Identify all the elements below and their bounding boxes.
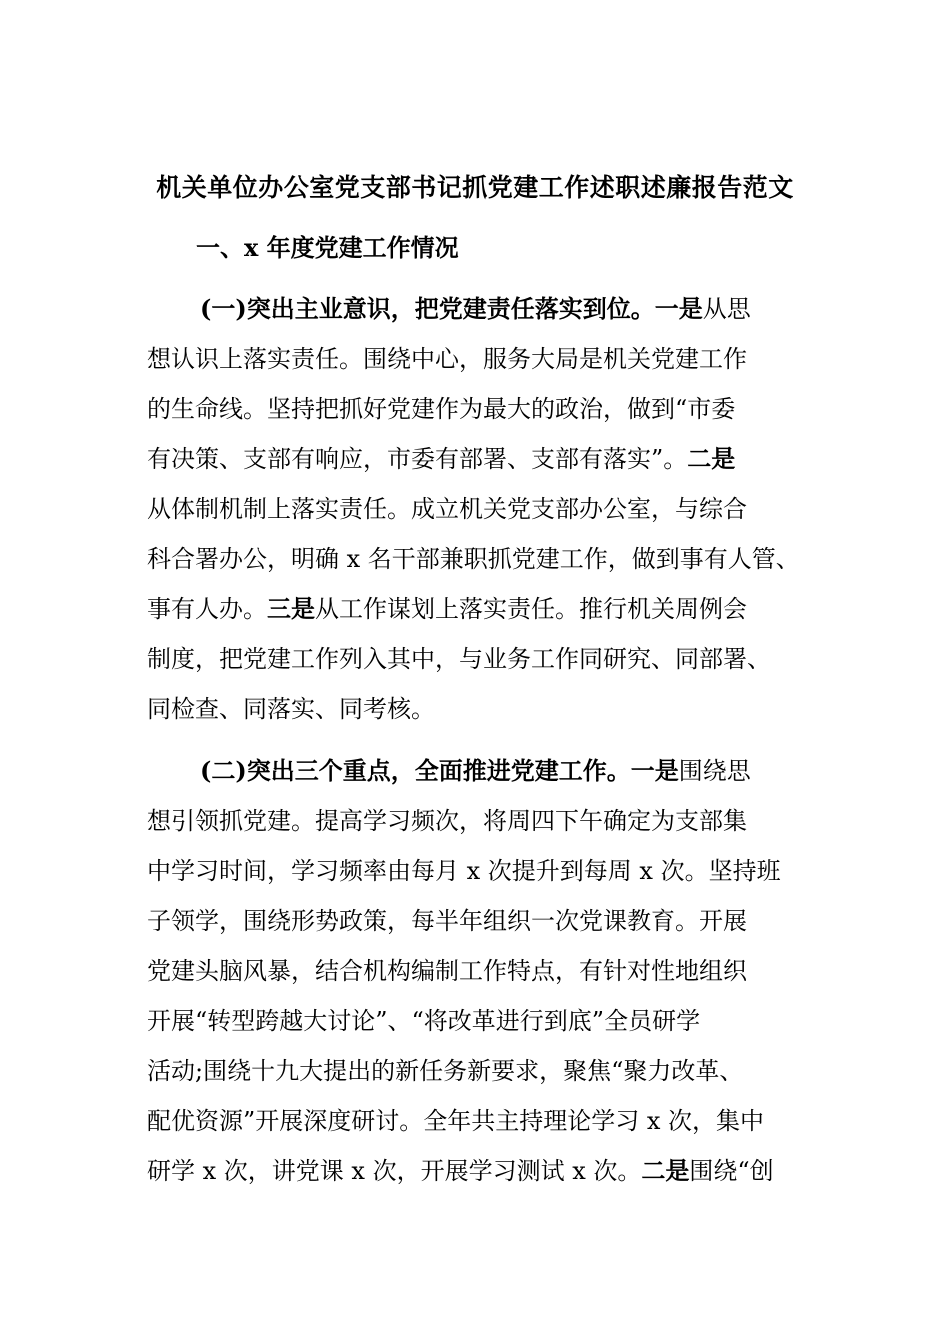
text-run: 有决策、支部有响应，市委有部署、支部有落实”。	[147, 445, 688, 473]
bold-text: 一是	[630, 756, 679, 785]
text-line	[147, 996, 827, 1046]
text-line	[147, 1096, 827, 1146]
text-line	[147, 284, 827, 334]
text-line	[147, 334, 827, 384]
bold-text: 三是	[267, 594, 315, 623]
text-run: 研学 x 次，讲党课 x 次，开展学习测试 x 次。	[147, 1157, 642, 1185]
text-run: 中学习时间，学习频率由每月 x 次提升到每周 x 次。坚持班	[147, 857, 781, 885]
text-line	[147, 946, 827, 996]
text-run: 想认识上落实责任。围绕中心，服务大局是机关党建工作	[147, 345, 747, 373]
document-title: 机关单位办公室党支部书记抓党建工作述职述廉报告范文	[156, 173, 794, 202]
text-run: 围绕“创	[689, 1157, 774, 1185]
bold-text: 二是	[687, 444, 736, 473]
paragraph-2	[147, 746, 827, 1196]
text-run: 同检查、同落实、同考核。	[147, 695, 435, 723]
text-run: 的生命线。坚持把抓好党建作为最大的政治，做到“市委	[147, 395, 736, 423]
text-run: 开展“转型跨越大讨论”、“将改革进行到底”全员研学	[147, 1007, 701, 1035]
bold-text: (一)突出主业意识，把党建责任落实到位。	[200, 294, 655, 323]
text-line	[147, 796, 827, 846]
text-line	[147, 584, 827, 634]
text-run: 想引领抓党建。提高学习频次，将周四下午确定为支部集	[147, 807, 747, 835]
bold-text: 一是	[654, 294, 703, 323]
text-line	[147, 1146, 827, 1196]
text-run: 从思	[702, 295, 751, 323]
text-run: 从体制机制上落实责任。成立机关党支部办公室，与综合	[147, 495, 747, 523]
text-run: 从工作谋划上落实责任。推行机关周例会	[315, 595, 747, 623]
text-line	[147, 684, 827, 734]
text-line	[147, 384, 827, 434]
text-line	[147, 896, 827, 946]
text-line	[147, 634, 827, 684]
text-line	[147, 484, 827, 534]
text-run: 制度，把党建工作列入其中，与业务工作同研究、同部署、	[147, 645, 771, 673]
text-run: 科合署办公，明确 x 名干部兼职抓党建工作，做到事有人管、	[147, 545, 800, 573]
text-line	[147, 1046, 827, 1096]
text-run: 配优资源”开展深度研讨。全年共主持理论学习 x 次，集中	[147, 1107, 765, 1135]
text-line	[147, 746, 827, 796]
section-heading: 一、x 年度党建工作情况	[196, 233, 459, 262]
bold-text: 二是	[641, 1156, 690, 1185]
text-run: 围绕思	[678, 757, 751, 785]
text-line	[147, 534, 827, 584]
paragraph-1	[147, 284, 827, 734]
bold-text: (二)突出三个重点，全面推进党建工作。	[200, 756, 631, 785]
text-run: 活动;围绕十九大提出的新任务新要求，聚焦“聚力改革、	[147, 1057, 744, 1085]
text-line	[147, 846, 827, 896]
text-run: 党建头脑风暴，结合机构编制工作特点，有针对性地组织	[147, 957, 747, 985]
text-line	[147, 434, 827, 484]
text-run: 子领学，围绕形势政策，每半年组织一次党课教育。开展	[147, 907, 747, 935]
text-run: 事有人办。	[147, 595, 267, 623]
